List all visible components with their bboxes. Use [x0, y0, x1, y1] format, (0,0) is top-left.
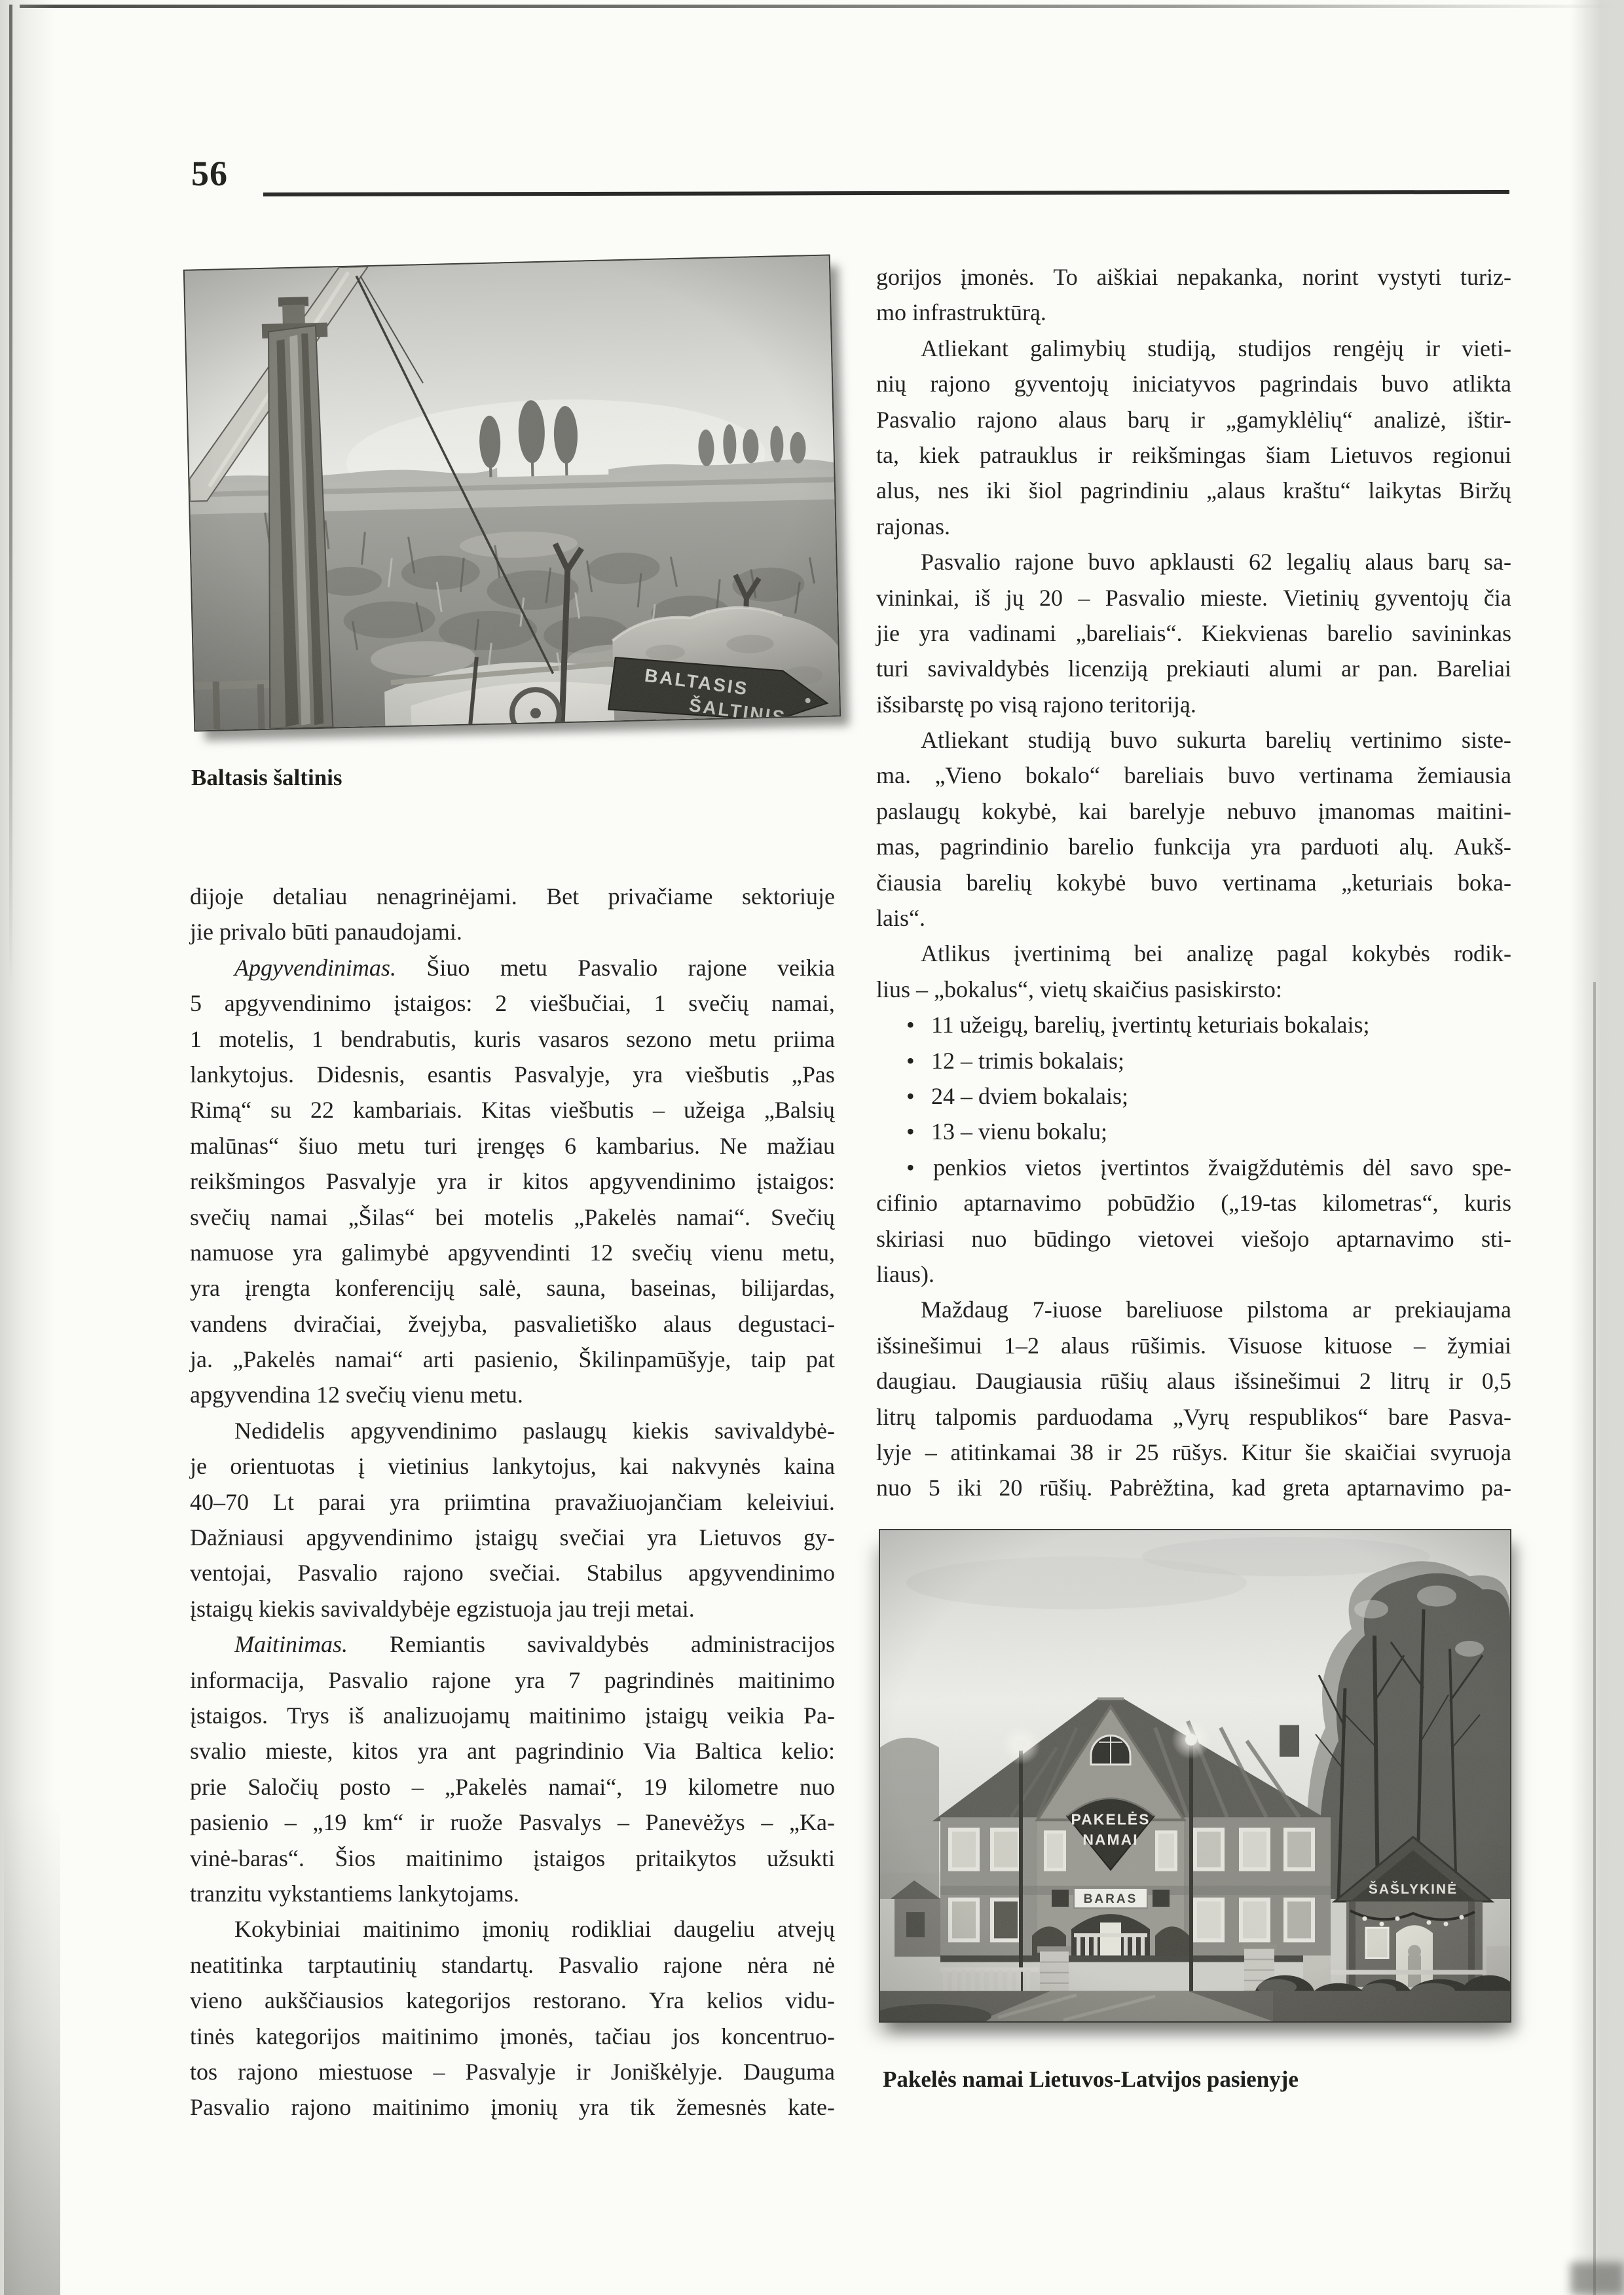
text-line: Atliekant galimybių studiją, studijos rengėjų ir vieti- — [921, 335, 1511, 361]
text-line: nių rajono gyventojų iniciatyvos pagrindais buvo atlikta — [876, 371, 1511, 397]
header-rule — [263, 190, 1509, 196]
text-line: Pasvalio rajono alaus barų ir „gamyklėlių“ analizė, ištir- — [876, 406, 1511, 433]
text-column-right — [876, 259, 1511, 1506]
text-line: rajonas. — [876, 513, 950, 540]
text-line: daugiau. Daugiausia rūšių alaus išsinešimui 2 litrų ir 0,5 — [876, 1368, 1511, 1395]
text-line: tranzitu vykstantiems lankytojams. — [190, 1880, 519, 1907]
scan-top-edge — [20, 5, 1621, 8]
text-line: mas, pagrindinio barelio funkcija yra parduoti alų. Aukš- — [876, 834, 1511, 860]
text-line: litrų talpomis parduodama „Vyrų respublikos“ bare Pasva- — [876, 1403, 1511, 1430]
photo-pakeles-namai-art — [880, 1530, 1510, 2021]
text-line: • 24 – dviem bokalais; — [906, 1082, 1128, 1109]
scan-right-line — [1593, 982, 1596, 2295]
text-line: įstaigos. Trys iš analizuojamų maitinimo įstaigų veikia Pa- — [190, 1702, 835, 1729]
text-line: informacija, Pasvalio rajone yra 7 pagrindinės maitinimo — [190, 1666, 835, 1693]
text-line: • 12 – trimis bokalais; — [906, 1047, 1124, 1074]
text-column-left — [190, 879, 835, 2125]
text-line: ma. „Vieno bokalo“ bareliais buvo vertinama žemiausia — [876, 762, 1511, 789]
text-line: Pasvalio rajono maitinimo įmonių yra tik žemesnės kate- — [190, 2094, 835, 2121]
text-line: • penkios vietos įvertintos žvaigždutėmis dėl savo spe- — [906, 1154, 1511, 1181]
text-line: 5 apgyvendinimo įstaigos: 2 viešbučiai, 1 svečių namai, — [190, 990, 835, 1017]
text-line: tinės kategorijos maitinimo įmonės, tačiau jos koncentruo- — [190, 2023, 835, 2049]
text-line: lyje – atitinkamai 38 ir 25 rūšys. Kitur šie skaičiai svyruoja — [876, 1439, 1511, 1465]
text-line: 40–70 Lt parai yra priimtina pravažiuojančiam keleiviui. — [190, 1488, 835, 1515]
text-line: je orientuotas į vietinius lankytojus, kai nakvynės kaina — [190, 1453, 835, 1480]
scan-right-corner — [1570, 2262, 1624, 2295]
text-line: jie privalo būti panaudojami. — [190, 919, 462, 946]
photo-baltasis-saltinis — [183, 254, 841, 731]
text-line: svečių namai „Šilas“ bei motelis „Pakelės namai“. Svečių — [190, 1203, 835, 1230]
text-line: gorijos įmonės. To aiškiai nepakanka, norint vystyti turiz- — [876, 264, 1511, 290]
text-line: Kokybiniai maitinimo įmonių rodikliai daugeliu atvejų — [234, 1916, 835, 1943]
text-line: vininkai, iš jų 20 – Pasvalio mieste. Vietinių gyventojų čia — [876, 584, 1511, 611]
text-line: išsibarstę po visą rajono teritoriją. — [876, 691, 1196, 718]
text-line: neatitinka tarptautinių standartų. Pasvalio rajone nėra nė — [190, 1951, 835, 1978]
text-line: prie Saločių posto – „Pakelės namai“, 19 kilometre nuo — [190, 1773, 835, 1800]
text-line: reikšmingos Pasvalyje yra ir kitos apgyvendinimo įstaigos: — [190, 1168, 835, 1195]
text-line: Nedidelis apgyvendinimo paslaugų kiekis savivaldybė- — [234, 1417, 835, 1444]
text-line: turi savivaldybės licenziją prekiauti alumi ar pan. Bareliai — [876, 655, 1511, 682]
text-line: mo infrastruktūrą. — [876, 299, 1046, 326]
text-line: apgyvendina 12 svečių vienu metu. — [190, 1382, 523, 1408]
scan-left-band-bottom — [4, 1797, 60, 2295]
scan-left-edge — [9, 5, 12, 987]
text-line: ja. „Pakelės namai“ arti pasienio, Škilinpamūšyje, taip pat — [190, 1346, 835, 1373]
text-line: svalio mieste, kitos yra ant pagrindinio Via Baltica kelio: — [190, 1738, 835, 1765]
text-line: alus, nes iki šiol pagrindiniu „alaus kraštu“ laikytas Biržų — [876, 477, 1511, 504]
text-line: ventojai, Pasvalio rajono svečiai. Stabilus apgyvendinimo — [190, 1560, 835, 1587]
text-line: Atliekant studiją buvo sukurta barelių vertinimo siste- — [921, 727, 1511, 754]
text-line: yra įrengta konferencijų salė, sauna, baseinas, bilijardas, — [190, 1275, 835, 1302]
text-line: Rimą“ su 22 kambariais. Kitas viešbutis – užeiga „Balsių — [190, 1097, 835, 1124]
text-line: vieno aukščiausios kategorijos restorano. Yra kelios vidu- — [190, 1987, 835, 2014]
photo-pakeles-namai — [879, 1529, 1511, 2023]
text-line: lankytojus. Didesnis, esantis Pasvalyje, yra viešbutis „Pas — [190, 1061, 835, 1088]
text-line: dijoje detaliau nenagrinėjami. Bet privačiame sektoriuje — [190, 883, 835, 909]
text-line: išsinešimui 1–2 alaus rūšimis. Visuose kituose – žymiai — [876, 1332, 1511, 1359]
text-line: • 13 – vienu bokalu; — [906, 1118, 1107, 1145]
text-line: Apgyvendinimas. Šiuo metu Pasvalio rajone veikia — [234, 954, 835, 981]
text-line: Atlikus įvertinimą bei analizę pagal kokybės rodik- — [921, 940, 1511, 967]
text-line: lius – „bokalus“, vietų skaičius pasiskirsto: — [876, 976, 1282, 1002]
text-line: įstaigų kiekis savivaldybėje egzistuoja jau treji metai. — [190, 1595, 695, 1622]
text-line: ta, kiek patrauklus ir reikšmingas šiam Lietuvos regionui — [876, 441, 1511, 468]
text-line: Maitinimas. Remiantis savivaldybės administracijos — [234, 1631, 835, 1658]
text-line: namuose yra galimybė apgyvendinti 12 svečių vienu metu, — [190, 1239, 835, 1266]
text-line: jie yra vadinami „bareliais“. Kiekvienas barelio savininkas — [876, 619, 1511, 646]
scan-left-band — [0, 0, 55, 2295]
scan-right-band — [1570, 0, 1624, 2295]
text-line: Pasvalio rajone buvo apklausti 62 legalių alaus barų sa- — [921, 549, 1511, 576]
text-line: • 11 užeigų, barelių, įvertintų keturiais bokalais; — [906, 1012, 1370, 1038]
text-line: vandens dviračiai, žvejyba, pasvalietiško alaus degustaci- — [190, 1310, 835, 1337]
text-line: malūnas“ šiuo metu turi įrengęs 6 kambarius. Ne mažiau — [190, 1132, 835, 1159]
text-line: Dažniausi apgyvendinimo įstaigų svečiai yra Lietuvos gy- — [190, 1524, 835, 1551]
text-line: tos rajono miestuose – Pasvalyje ir Joniškėlyje. Dauguma — [190, 2058, 835, 2085]
text-line: 1 motelis, 1 bendrabutis, kuris vasaros sezono metu priima — [190, 1025, 835, 1052]
text-line: skiriasi nuo būdingo vietovei viešojo aptarnavimo sti- — [876, 1225, 1511, 1252]
caption-pakeles-namai: Pakelės namai Lietuvos-Latvijos pasienyje — [883, 2066, 1299, 2092]
page-number: 56 — [191, 154, 228, 193]
photo-baltasis-saltinis-art — [185, 256, 840, 731]
text-line: nuo 5 iki 20 rūšių. Pabrėžtina, kad greta aptarnavimo pa- — [876, 1475, 1511, 1501]
text-line: vinė-baras“. Šios maitinimo įstaigos pritaikytos užsukti — [190, 1845, 835, 1871]
text-line: paslaugų kokybė, kai barelyje nebuvo įmanomas maitini- — [876, 798, 1511, 824]
caption-baltasis-saltinis: Baltasis šaltinis — [191, 765, 342, 790]
text-line: Maždaug 7-iuose bareliuose pilstoma ar prekiaujama — [921, 1296, 1511, 1323]
text-line: lais“. — [876, 905, 925, 932]
text-line: čiausia barelių kokybė buvo vertinama „keturiais boka- — [876, 869, 1511, 896]
text-line: cifinio aptarnavimo pobūdžio („19-tas kilometras“, kuris — [876, 1190, 1511, 1217]
text-line: pasienio – „19 km“ ir ruože Pasvalys – Panevėžys – „Ka- — [190, 1809, 835, 1836]
text-line: liaus). — [876, 1260, 934, 1287]
